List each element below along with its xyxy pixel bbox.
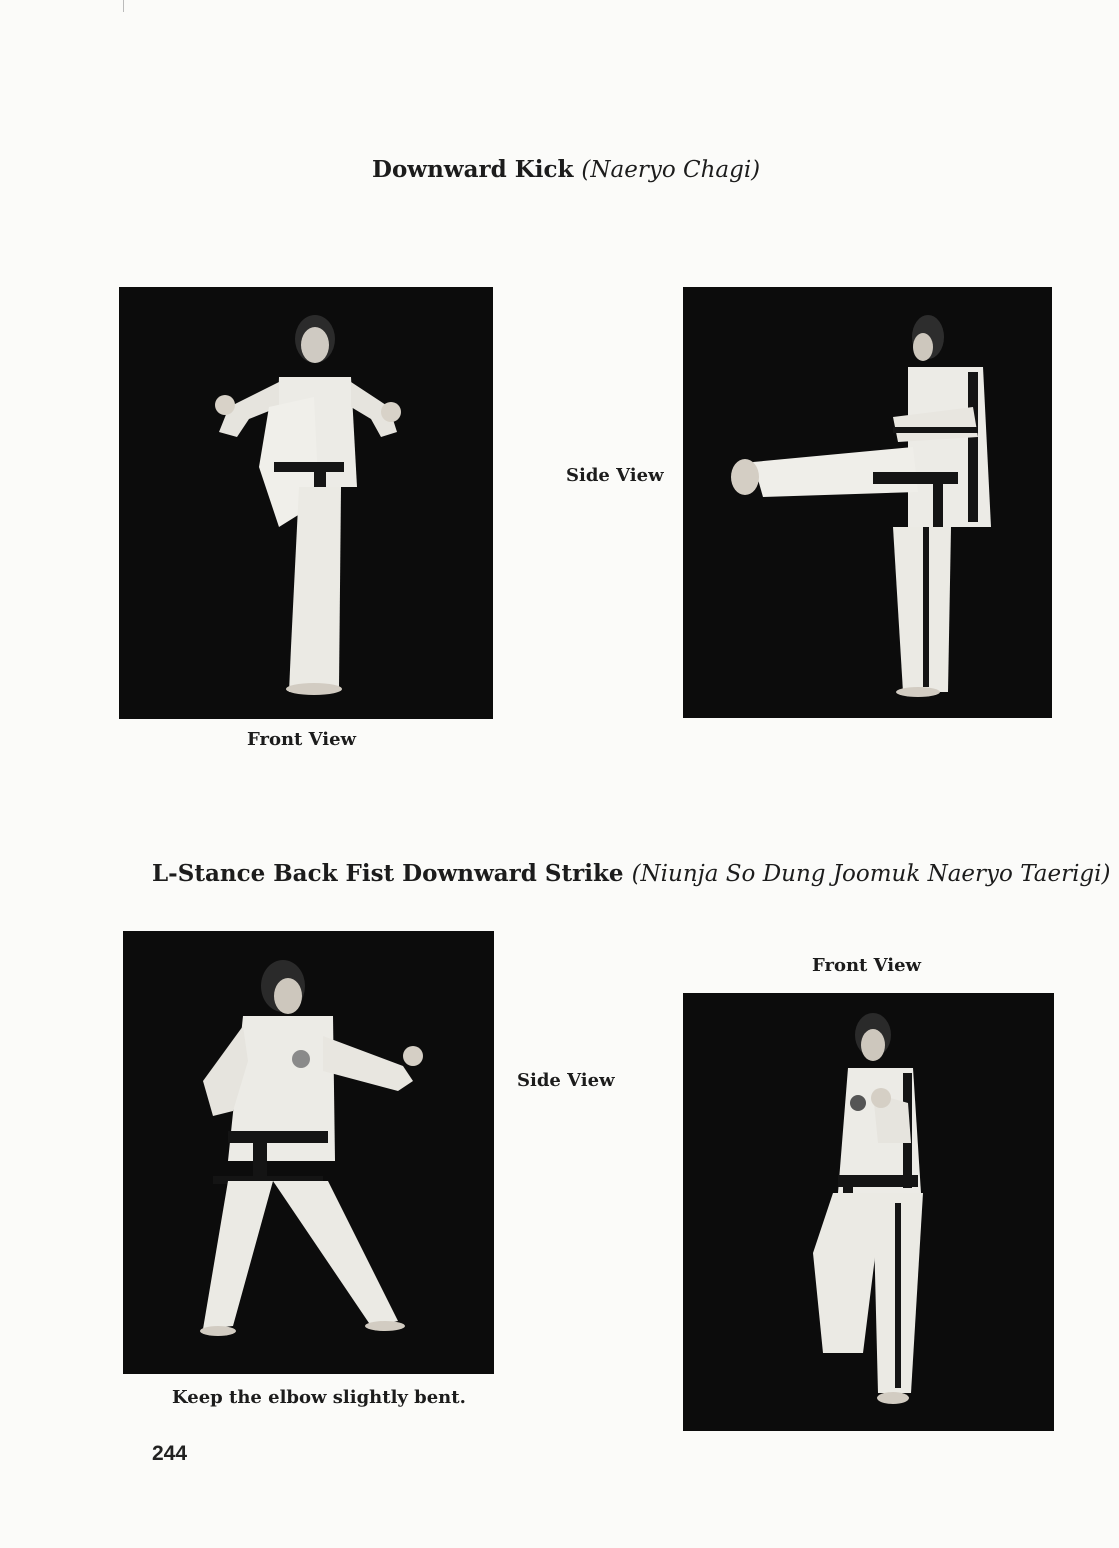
page-edge-mark xyxy=(123,0,124,12)
section-title-main: L-Stance Back Fist Downward Strike xyxy=(152,860,624,887)
photo-downward-kick-front xyxy=(119,287,493,719)
caption-front-view-1: Front View xyxy=(247,729,357,750)
caption-side-view-1: Side View xyxy=(566,465,664,486)
section-title-native: (Niunja So Dung Joomuk Naeryo Taerigi) xyxy=(631,861,1111,887)
caption-elbow-note: Keep the elbow slightly bent. xyxy=(172,1387,466,1408)
section-title-main: Downward Kick xyxy=(372,156,574,183)
caption-side-view-2: Side View xyxy=(517,1070,615,1091)
photo-back-fist-front xyxy=(683,993,1054,1431)
section-title-native: (Naeryo Chagi) xyxy=(581,157,761,183)
photo-back-fist-side xyxy=(123,931,494,1374)
photo-downward-kick-side xyxy=(683,287,1052,718)
caption-front-view-2: Front View xyxy=(812,955,922,976)
section-title-back-fist-strike xyxy=(152,860,1110,887)
section-title-downward-kick xyxy=(372,156,760,183)
page-number: 244 xyxy=(152,1442,188,1465)
